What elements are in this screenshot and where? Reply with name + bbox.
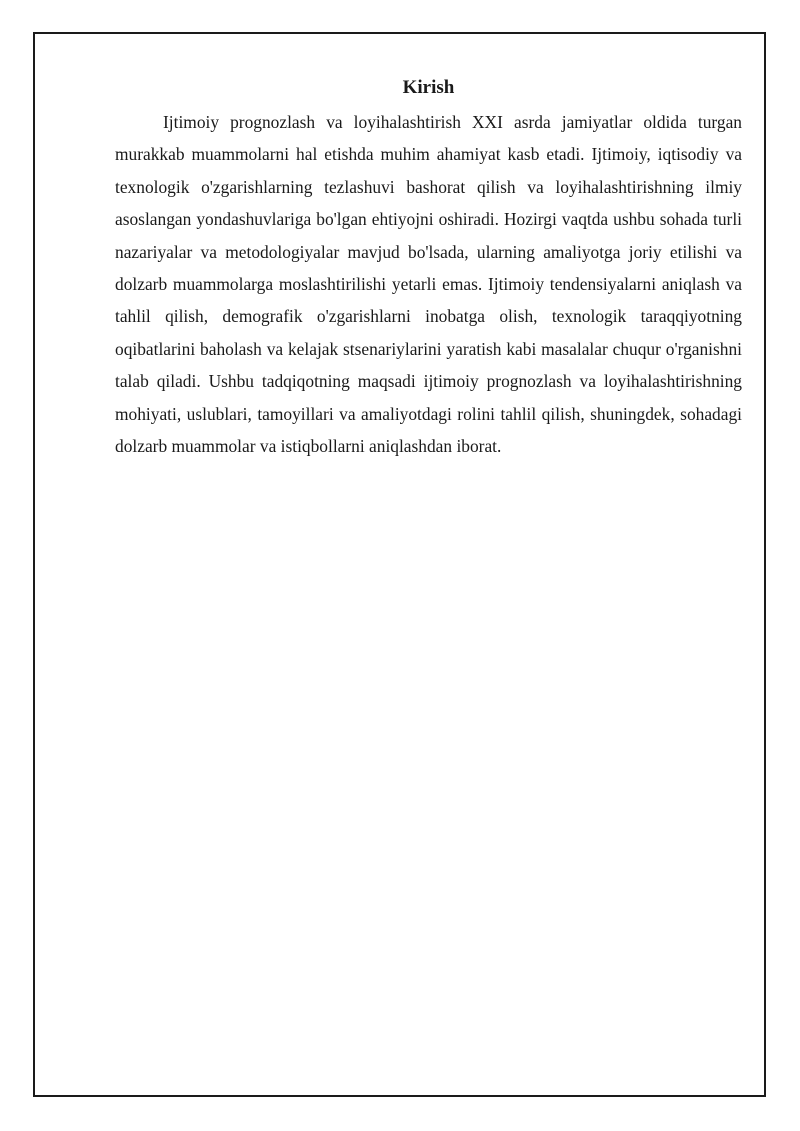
intro-paragraph: Ijtimoiy prognozlash va loyihalashtirish XXI asrda jamiyatlar oldida turgan murakkab muammolarni hal etishda muhim ahamiyat kasb etadi. Ijtimoiy, iqtisodiy va texnologik o'zgarishlarning tezlashuvi bashorat qilish va loyihalashtirishning ilmiy asoslangan yondashuvlariga bo'lgan ehtiyojni oshiradi. Hozirgi vaqtda ushbu sohada turli nazariyalar va metodologiyalar mavjud bo'lsada, ularning amaliyotga joriy etilishi va dolzarb muammolarga moslashtirilishi yetarli emas. Ijtimoiy tendensiyalarni aniqlash va tahlil qilish, demografik o'zgarishlarni inobatga olish, texnologik taraqqiyotning oqibatlarini baholash va kelajak stsenariylarini yaratish kabi masalalar chuqur o'rganishni talab qiladi. Ushbu tadqiqotning maqsadi ijtimoiy prognozlash va loyihalashtirishning mohiyati, uslublari, tamoyillari va amaliyotdagi rolini tahlil qilish, shuningdek, sohadagi dolzarb muammolar va istiqbollarni aniqlashdan iborat. bbox=[115, 112, 742, 457]
section-heading: Kirish bbox=[402, 77, 455, 98]
document-body bbox=[115, 74, 742, 462]
